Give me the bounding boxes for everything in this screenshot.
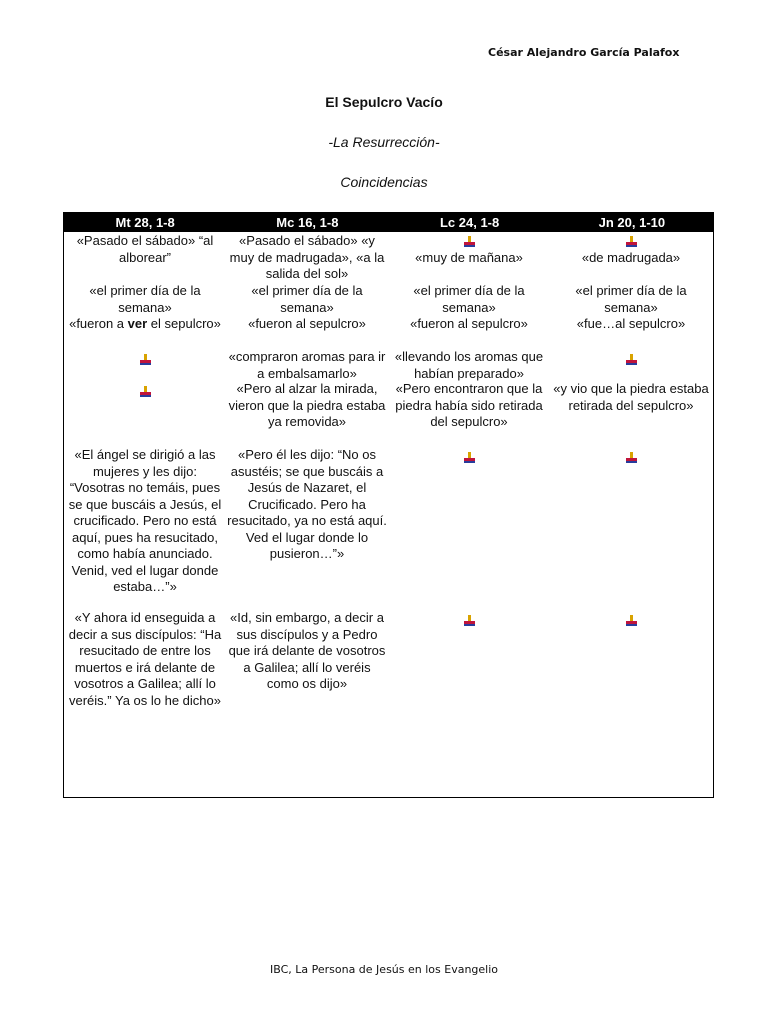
column-header-jn: Jn 20, 1-10 <box>598 215 666 230</box>
comparison-table <box>63 212 714 798</box>
table-cell: «Pero él les dijo: “No os asustéis; se que buscáis a Jesús de Nazaret, el Crucificado. Pero ha resucitado, ya no está aquí. Ved el lugar donde lo pusieron…”» <box>227 447 387 561</box>
cell-text: «de madrugada» <box>581 249 681 265</box>
table-cell: «Pero encontraron que la piedra había sido retirada del sepulcro» <box>395 381 543 429</box>
cell-text: el sepulcro» <box>147 316 221 331</box>
cross-icon <box>462 452 476 464</box>
table-cell <box>388 233 550 266</box>
table-cell: «El ángel se dirigió a las mujeres y les dijo: “Vosotras no temáis, pues se que buscáis a Jesús, el crucificado. Pero no está aquí, pues ha resucitado, como había anunciado. Venid, ved el lugar donde estaba…”» <box>68 447 222 594</box>
table-cell: «compraron aromas para ir a embalsamarlo» <box>228 349 386 381</box>
table-cell <box>64 383 226 400</box>
table-cell: «Pasado el sábado» «y muy de madrugada», «a la salida del sol» <box>229 233 385 281</box>
table-cell: «fueron al sepulcro» <box>248 316 366 331</box>
page-title: El Sepulcro Vacío <box>325 94 443 110</box>
table-cell <box>550 449 712 466</box>
table-cell: «Y ahora id enseguida a decir a sus discípulos: “Ha resucitado de entre los muertos e irá delante de vosotros a Galilea; allí lo veréis.” Ya os lo he dicho» <box>68 610 222 708</box>
table-cell: «llevando los aromas que habían preparado» <box>394 349 544 381</box>
cell-text-bold: ver <box>127 316 148 331</box>
cross-icon <box>138 354 152 366</box>
page-footer: IBC, La Persona de Jesús en los Evangelio <box>269 963 499 976</box>
table-cell: «fueron al sepulcro» <box>410 316 528 331</box>
table-cell: «el primer día de la semana» <box>89 283 201 315</box>
table-cell <box>550 612 712 629</box>
table-cell: «fue…al sepulcro» <box>576 316 686 331</box>
cross-icon <box>462 236 476 248</box>
table-cell <box>550 233 712 266</box>
table-cell: «Id, sin embargo, a decir a sus discípulos y a Pedro que irá delante de vosotros a Galilea; allí lo veréis como os dijo» <box>228 610 386 691</box>
cross-icon <box>624 452 638 464</box>
table-cell: «Pasado el sábado» “al alborear” <box>76 233 214 265</box>
table-cell <box>388 449 550 466</box>
table-cell: «el primer día de la semana» <box>575 283 687 315</box>
cross-icon <box>624 615 638 627</box>
table-cell: «el primer día de la semana» <box>413 283 525 315</box>
table-cell <box>64 316 226 333</box>
table-header <box>64 213 713 232</box>
table-cell: «el primer día de la semana» <box>251 283 363 315</box>
table-cell: «y vio que la piedra estaba retirada del sepulcro» <box>553 381 709 413</box>
page-subtitle: -La Resurrección- <box>328 134 440 150</box>
column-header-mc: Mc 16, 1-8 <box>276 215 339 230</box>
table-cell <box>388 612 550 629</box>
cell-text: «fueron a <box>69 316 128 331</box>
table-cell <box>550 351 712 368</box>
column-header-lc: Lc 24, 1-8 <box>439 215 500 230</box>
table-cell: «Pero al alzar la mirada, vieron que la piedra estaba ya removida» <box>228 381 386 429</box>
column-header-mt: Mt 28, 1-8 <box>115 215 175 230</box>
section-heading: Coincidencias <box>340 174 428 190</box>
table-cell <box>64 351 226 368</box>
author-name: César Alejandro García Palafox <box>488 46 680 59</box>
cell-text: «muy de mañana» <box>415 249 523 265</box>
cross-icon <box>138 386 152 398</box>
cross-icon <box>624 354 638 366</box>
cross-icon <box>624 236 638 248</box>
cross-icon <box>462 615 476 627</box>
